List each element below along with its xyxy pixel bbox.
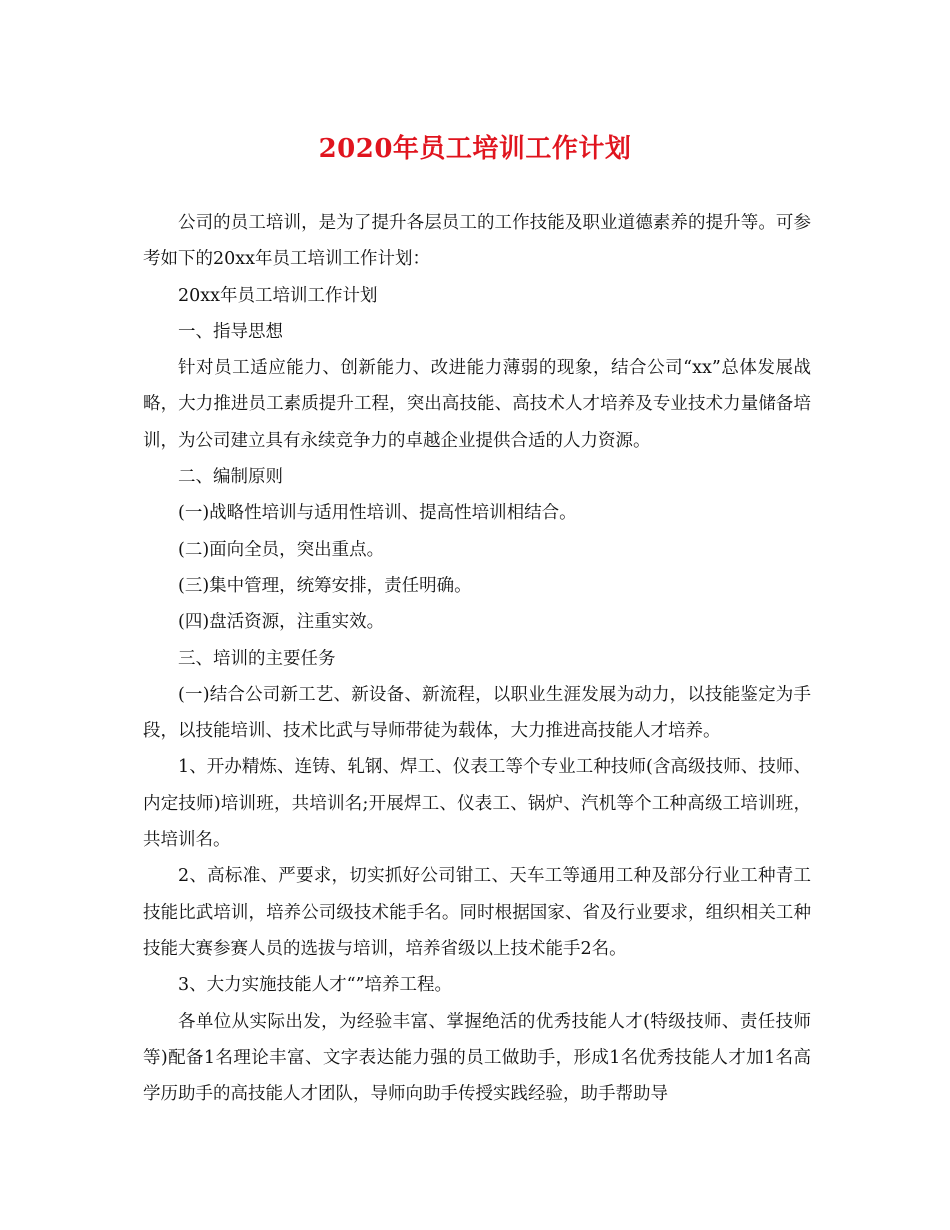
task-item: 2、高标准、严要求，切实抓好公司钳工、天车工等通用工种及部分行业工种青工技能比武培训，培养公司级技术能手名。同时根据国家、省及行业要求，组织相关工种技能大赛参赛人员的选拔与培训，培养省级以上技术能手2名。 (143, 866, 811, 959)
paragraph-subtitle: 20xx年员工培训工作计划 (178, 285, 378, 306)
section-heading-main-tasks: 三、培训的主要任务 (178, 648, 336, 669)
task-paragraph: (一)结合公司新工艺、新设备、新流程，以职业生涯发展为动力，以技能鉴定为手段，以技能培训、技术比武与导师带徒为载体，大力推进高技能人才培养。 (143, 684, 811, 742)
task-item: 1、开办精炼、连铸、轧钢、焊工、仪表工等个专业工种技师(含高级技师、技师、内定技师)培训班，共培训名;开展焊工、仪表工、锅炉、汽机等个工种高级工培训班，共培训名。 (143, 757, 811, 851)
document-title: 2020年员工培训工作计划 (318, 134, 632, 164)
task-paragraph: 各单位从实际出发，为经验丰富、掌握绝活的优秀技能人才(特级技师、责任技师等)配备1名理论丰富、文字表达能力强的员工做助手，形成1名优秀技能人才加1名高学历助手的高技能人才团队，导师向助手传授实践经验，助手帮助导 (143, 1011, 811, 1105)
section-heading-guiding-ideology: 一、指导思想 (178, 321, 283, 342)
principle-item: (二)面向全员，突出重点。 (178, 539, 385, 560)
principle-item: (一)战略性培训与适用性培训、提高性培训相结合。 (178, 503, 577, 524)
paragraph-intro: 公司的员工培训，是为了提升各层员工的工作技能及职业道德素养的提升等。可参考如下的20xx年员工培训工作计划： (143, 213, 811, 270)
task-item: 3、大力实施技能人才“”培养工程。 (178, 975, 453, 996)
principle-item: (三)集中管理，统筹安排，责任明确。 (178, 575, 472, 596)
document-body (143, 205, 811, 1112)
section-heading-principles: 二、编制原则 (178, 467, 283, 488)
principle-item: (四)盘活资源，注重实效。 (178, 612, 385, 633)
paragraph-guiding-ideology: 针对员工适应能力、创新能力、改进能力薄弱的现象，结合公司“xx”总体发展战略，大力推进员工素质提升工程，突出高技能、高技术人才培养及专业技术力量储备培训，为公司建立具有永续竞争力的卓越企业提供合适的人力资源。 (143, 358, 811, 451)
